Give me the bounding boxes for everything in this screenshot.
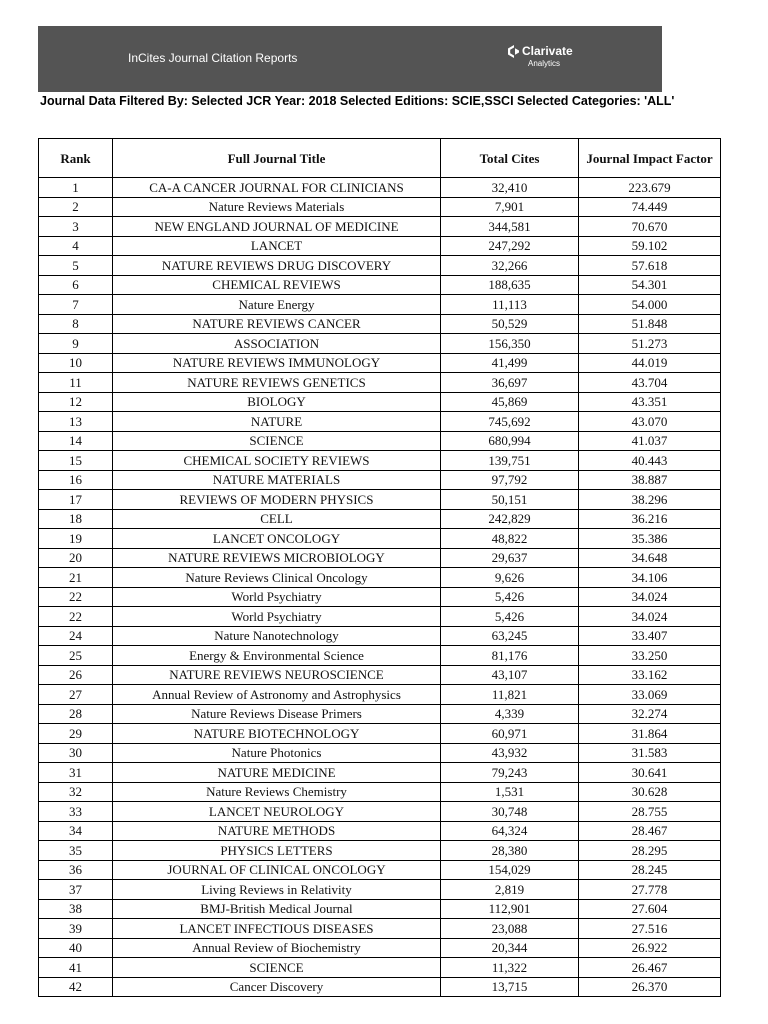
cell-total-cites: 60,971	[441, 724, 579, 744]
cell-total-cites: 4,339	[441, 704, 579, 724]
cell-impact-factor: 26.467	[579, 958, 721, 978]
column-header-total-cites: Total Cites	[441, 139, 579, 178]
cell-rank: 24	[39, 626, 113, 646]
cell-impact-factor: 28.245	[579, 860, 721, 880]
cell-journal-title: NATURE REVIEWS GENETICS	[113, 373, 441, 393]
cell-journal-title: NATURE REVIEWS CANCER	[113, 314, 441, 334]
cell-total-cites: 680,994	[441, 431, 579, 451]
cell-rank: 13	[39, 412, 113, 432]
cell-impact-factor: 28.755	[579, 802, 721, 822]
cell-journal-title: PHYSICS LETTERS	[113, 841, 441, 861]
cell-impact-factor: 43.070	[579, 412, 721, 432]
cell-impact-factor: 27.604	[579, 899, 721, 919]
cell-impact-factor: 36.216	[579, 509, 721, 529]
cell-impact-factor: 35.386	[579, 529, 721, 549]
cell-total-cites: 32,410	[441, 178, 579, 198]
cell-rank: 33	[39, 802, 113, 822]
cell-journal-title: Cancer Discovery	[113, 977, 441, 997]
cell-rank: 14	[39, 431, 113, 451]
cell-total-cites: 11,821	[441, 685, 579, 705]
table-row	[39, 646, 721, 666]
cell-total-cites: 5,426	[441, 587, 579, 607]
cell-journal-title: SCIENCE	[113, 431, 441, 451]
cell-rank: 7	[39, 295, 113, 315]
cell-journal-title: LANCET	[113, 236, 441, 256]
cell-total-cites: 43,107	[441, 665, 579, 685]
cell-rank: 39	[39, 919, 113, 939]
logo-subtitle: Analytics	[528, 59, 561, 68]
cell-rank: 3	[39, 217, 113, 237]
table-row	[39, 334, 721, 354]
cell-journal-title: CHEMICAL REVIEWS	[113, 275, 441, 295]
cell-total-cites: 50,151	[441, 490, 579, 510]
table-row	[39, 607, 721, 627]
cell-rank: 12	[39, 392, 113, 412]
cell-rank: 11	[39, 373, 113, 393]
cell-rank: 38	[39, 899, 113, 919]
cell-rank: 10	[39, 353, 113, 373]
cell-impact-factor: 33.250	[579, 646, 721, 666]
cell-journal-title: NATURE	[113, 412, 441, 432]
cell-journal-title: LANCET ONCOLOGY	[113, 529, 441, 549]
cell-rank: 2	[39, 197, 113, 217]
cell-total-cites: 79,243	[441, 763, 579, 783]
table-row	[39, 802, 721, 822]
cell-total-cites: 13,715	[441, 977, 579, 997]
cell-rank: 29	[39, 724, 113, 744]
cell-total-cites: 20,344	[441, 938, 579, 958]
cell-total-cites: 139,751	[441, 451, 579, 471]
cell-rank: 26	[39, 665, 113, 685]
table-row	[39, 392, 721, 412]
cell-rank: 9	[39, 334, 113, 354]
cell-rank: 20	[39, 548, 113, 568]
cell-rank: 42	[39, 977, 113, 997]
cell-journal-title: LANCET INFECTIOUS DISEASES	[113, 919, 441, 939]
journal-table	[38, 138, 721, 997]
table-row	[39, 568, 721, 588]
cell-rank: 22	[39, 587, 113, 607]
cell-total-cites: 23,088	[441, 919, 579, 939]
table-row	[39, 763, 721, 783]
cell-impact-factor: 31.864	[579, 724, 721, 744]
cell-journal-title: NATURE REVIEWS MICROBIOLOGY	[113, 548, 441, 568]
cell-journal-title: Nature Reviews Materials	[113, 197, 441, 217]
cell-rank: 5	[39, 256, 113, 276]
cell-total-cites: 48,822	[441, 529, 579, 549]
cell-journal-title: NATURE REVIEWS IMMUNOLOGY	[113, 353, 441, 373]
cell-journal-title: NATURE REVIEWS NEUROSCIENCE	[113, 665, 441, 685]
table-row	[39, 470, 721, 490]
cell-impact-factor: 54.000	[579, 295, 721, 315]
cell-rank: 6	[39, 275, 113, 295]
cell-journal-title: Nature Reviews Disease Primers	[113, 704, 441, 724]
cell-impact-factor: 34.024	[579, 587, 721, 607]
cell-rank: 18	[39, 509, 113, 529]
cell-impact-factor: 70.670	[579, 217, 721, 237]
cell-journal-title: NATURE METHODS	[113, 821, 441, 841]
table-row	[39, 490, 721, 510]
table-row	[39, 841, 721, 861]
table-row	[39, 451, 721, 471]
filter-description: Journal Data Filtered By: Selected JCR Year: 2018 Selected Editions: SCIE,SSCI Selected Categories: 'ALL'	[40, 94, 675, 108]
table-row	[39, 178, 721, 198]
cell-total-cites: 41,499	[441, 353, 579, 373]
cell-rank: 27	[39, 685, 113, 705]
cell-total-cites: 45,869	[441, 392, 579, 412]
cell-total-cites: 29,637	[441, 548, 579, 568]
cell-rank: 1	[39, 178, 113, 198]
cell-total-cites: 11,322	[441, 958, 579, 978]
cell-impact-factor: 31.583	[579, 743, 721, 763]
table-row	[39, 977, 721, 997]
table-row	[39, 295, 721, 315]
table-row	[39, 938, 721, 958]
cell-journal-title: SCIENCE	[113, 958, 441, 978]
cell-total-cites: 154,029	[441, 860, 579, 880]
cell-rank: 17	[39, 490, 113, 510]
cell-journal-title: LANCET NEUROLOGY	[113, 802, 441, 822]
cell-impact-factor: 51.273	[579, 334, 721, 354]
cell-impact-factor: 26.922	[579, 938, 721, 958]
cell-impact-factor: 74.449	[579, 197, 721, 217]
column-header-impact-factor: Journal Impact Factor	[579, 139, 721, 178]
cell-journal-title: Nature Reviews Chemistry	[113, 782, 441, 802]
cell-journal-title: World Psychiatry	[113, 607, 441, 627]
cell-rank: 4	[39, 236, 113, 256]
cell-impact-factor: 34.106	[579, 568, 721, 588]
cell-journal-title: JOURNAL OF CLINICAL ONCOLOGY	[113, 860, 441, 880]
cell-rank: 25	[39, 646, 113, 666]
cell-journal-title: Nature Nanotechnology	[113, 626, 441, 646]
cell-journal-title: CELL	[113, 509, 441, 529]
cell-impact-factor: 54.301	[579, 275, 721, 295]
cell-journal-title: Annual Review of Biochemistry	[113, 938, 441, 958]
cell-impact-factor: 38.887	[579, 470, 721, 490]
table-row	[39, 353, 721, 373]
cell-impact-factor: 40.443	[579, 451, 721, 471]
cell-journal-title: ASSOCIATION	[113, 334, 441, 354]
cell-total-cites: 11,113	[441, 295, 579, 315]
cell-journal-title: NEW ENGLAND JOURNAL OF MEDICINE	[113, 217, 441, 237]
table-row	[39, 412, 721, 432]
cell-total-cites: 64,324	[441, 821, 579, 841]
cell-total-cites: 36,697	[441, 373, 579, 393]
cell-rank: 31	[39, 763, 113, 783]
cell-impact-factor: 59.102	[579, 236, 721, 256]
cell-total-cites: 81,176	[441, 646, 579, 666]
cell-impact-factor: 33.162	[579, 665, 721, 685]
cell-journal-title: CHEMICAL SOCIETY REVIEWS	[113, 451, 441, 471]
cell-total-cites: 112,901	[441, 899, 579, 919]
cell-rank: 19	[39, 529, 113, 549]
table-row	[39, 373, 721, 393]
cell-impact-factor: 43.351	[579, 392, 721, 412]
cell-journal-title: Nature Photonics	[113, 743, 441, 763]
cell-journal-title: Nature Energy	[113, 295, 441, 315]
cell-impact-factor: 27.778	[579, 880, 721, 900]
cell-total-cites: 30,748	[441, 802, 579, 822]
table-row	[39, 685, 721, 705]
cell-total-cites: 43,932	[441, 743, 579, 763]
table-row	[39, 548, 721, 568]
cell-total-cites: 745,692	[441, 412, 579, 432]
table-row	[39, 782, 721, 802]
cell-impact-factor: 57.618	[579, 256, 721, 276]
cell-impact-factor: 33.407	[579, 626, 721, 646]
cell-rank: 30	[39, 743, 113, 763]
cell-total-cites: 247,292	[441, 236, 579, 256]
table-row	[39, 821, 721, 841]
table-row	[39, 919, 721, 939]
cell-impact-factor: 30.641	[579, 763, 721, 783]
cell-rank: 41	[39, 958, 113, 978]
cell-journal-title: NATURE MEDICINE	[113, 763, 441, 783]
cell-impact-factor: 27.516	[579, 919, 721, 939]
cell-journal-title: NATURE MATERIALS	[113, 470, 441, 490]
table-row	[39, 256, 721, 276]
cell-impact-factor: 41.037	[579, 431, 721, 451]
cell-journal-title: NATURE BIOTECHNOLOGY	[113, 724, 441, 744]
cell-rank: 34	[39, 821, 113, 841]
clarivate-logo-icon	[508, 45, 519, 58]
column-header-rank: Rank	[39, 139, 113, 178]
cell-total-cites: 32,266	[441, 256, 579, 276]
cell-journal-title: Annual Review of Astronomy and Astrophysics	[113, 685, 441, 705]
cell-total-cites: 344,581	[441, 217, 579, 237]
cell-journal-title: CA-A CANCER JOURNAL FOR CLINICIANS	[113, 178, 441, 198]
table-row	[39, 626, 721, 646]
banner-title: InCites Journal Citation Reports	[128, 51, 298, 65]
logo-name: Clarivate	[522, 44, 573, 58]
column-header-title: Full Journal Title	[113, 139, 441, 178]
cell-total-cites: 188,635	[441, 275, 579, 295]
cell-impact-factor: 44.019	[579, 353, 721, 373]
cell-journal-title: NATURE REVIEWS DRUG DISCOVERY	[113, 256, 441, 276]
cell-rank: 22	[39, 607, 113, 627]
table-row	[39, 529, 721, 549]
cell-journal-title: REVIEWS OF MODERN PHYSICS	[113, 490, 441, 510]
cell-rank: 8	[39, 314, 113, 334]
table-row	[39, 275, 721, 295]
cell-total-cites: 1,531	[441, 782, 579, 802]
cell-total-cites: 7,901	[441, 197, 579, 217]
cell-impact-factor: 28.467	[579, 821, 721, 841]
cell-journal-title: Living Reviews in Relativity	[113, 880, 441, 900]
table-row	[39, 860, 721, 880]
cell-rank: 36	[39, 860, 113, 880]
cell-impact-factor: 51.848	[579, 314, 721, 334]
cell-total-cites: 242,829	[441, 509, 579, 529]
cell-impact-factor: 38.296	[579, 490, 721, 510]
table-row	[39, 743, 721, 763]
table-row	[39, 587, 721, 607]
cell-journal-title: World Psychiatry	[113, 587, 441, 607]
cell-total-cites: 97,792	[441, 470, 579, 490]
table-row	[39, 880, 721, 900]
cell-impact-factor: 30.628	[579, 782, 721, 802]
table-row	[39, 217, 721, 237]
cell-impact-factor: 33.069	[579, 685, 721, 705]
table-row	[39, 236, 721, 256]
table-row	[39, 509, 721, 529]
cell-impact-factor: 26.370	[579, 977, 721, 997]
cell-impact-factor: 34.648	[579, 548, 721, 568]
cell-impact-factor: 32.274	[579, 704, 721, 724]
cell-rank: 15	[39, 451, 113, 471]
cell-total-cites: 28,380	[441, 841, 579, 861]
table-row	[39, 724, 721, 744]
cell-total-cites: 50,529	[441, 314, 579, 334]
cell-rank: 21	[39, 568, 113, 588]
cell-rank: 37	[39, 880, 113, 900]
cell-total-cites: 2,819	[441, 880, 579, 900]
cell-journal-title: Energy & Environmental Science	[113, 646, 441, 666]
cell-journal-title: BIOLOGY	[113, 392, 441, 412]
table-row	[39, 197, 721, 217]
cell-total-cites: 5,426	[441, 607, 579, 627]
table-row	[39, 958, 721, 978]
report-banner	[38, 26, 662, 92]
cell-journal-title: Nature Reviews Clinical Oncology	[113, 568, 441, 588]
cell-rank: 28	[39, 704, 113, 724]
table-row	[39, 665, 721, 685]
cell-rank: 35	[39, 841, 113, 861]
cell-rank: 32	[39, 782, 113, 802]
cell-impact-factor: 34.024	[579, 607, 721, 627]
table-header-row	[39, 139, 721, 178]
cell-journal-title: BMJ-British Medical Journal	[113, 899, 441, 919]
cell-total-cites: 63,245	[441, 626, 579, 646]
cell-rank: 40	[39, 938, 113, 958]
cell-rank: 16	[39, 470, 113, 490]
cell-total-cites: 9,626	[441, 568, 579, 588]
table-row	[39, 704, 721, 724]
cell-impact-factor: 43.704	[579, 373, 721, 393]
table-body	[39, 178, 721, 997]
cell-impact-factor: 28.295	[579, 841, 721, 861]
table-row	[39, 431, 721, 451]
cell-total-cites: 156,350	[441, 334, 579, 354]
table-row	[39, 314, 721, 334]
table-row	[39, 899, 721, 919]
cell-impact-factor: 223.679	[579, 178, 721, 198]
